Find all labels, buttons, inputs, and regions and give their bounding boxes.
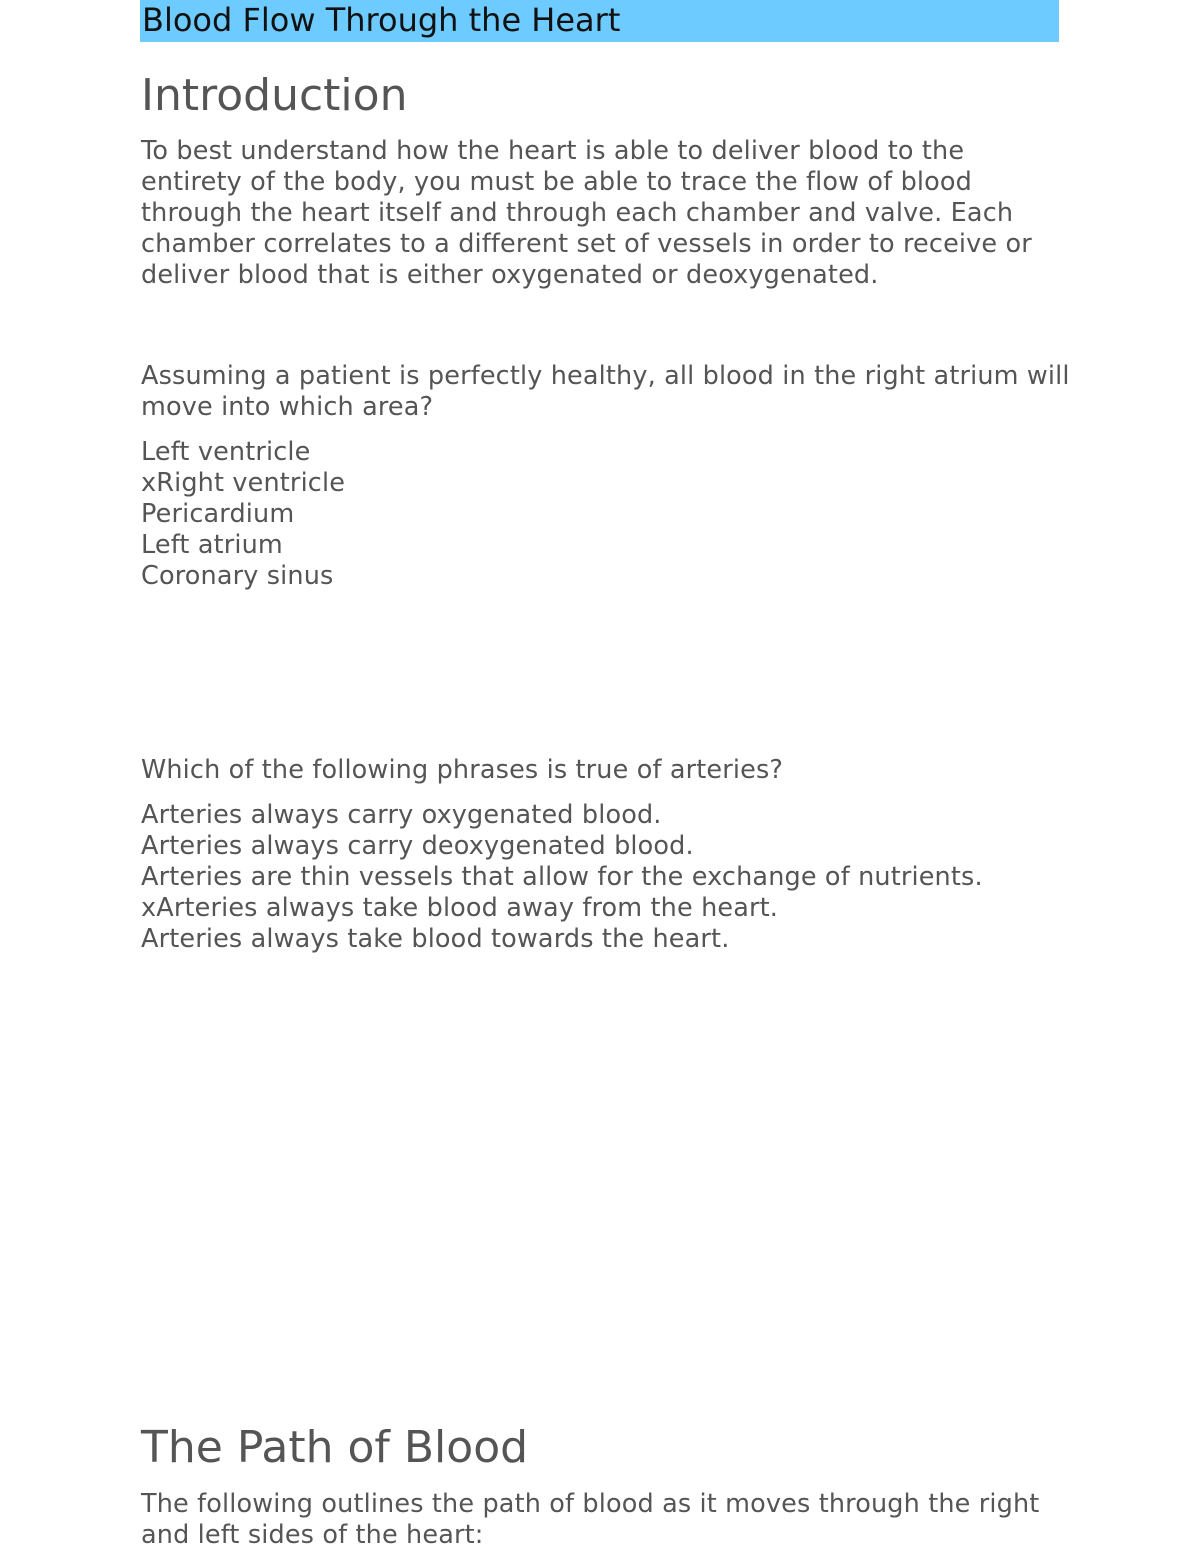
path-of-blood-paragraph: The following outlines the path of blood as it moves through the right and left sides of the heart: xyxy=(141,1489,1040,1550)
question1-option: Coronary sinus xyxy=(141,561,334,591)
question2-option: xArteries always take blood away from the heart. xyxy=(141,893,779,923)
question1-prompt: Assuming a patient is perfectly healthy, all blood in the right atrium will move into which area? xyxy=(141,361,1070,422)
question1-option: Pericardium xyxy=(141,499,295,529)
question1-option: Left ventricle xyxy=(141,437,311,467)
introduction-paragraph: To best understand how the heart is able to deliver blood to the entirety of the body, you must be able to trace the flow of blood through the heart itself and through each chamber and valve. Each chamber correlates to a different set of vessels in order to receive or deliver blood that is either oxygenated or deoxygenated. xyxy=(141,136,1032,290)
path-of-blood-heading: The Path of Blood xyxy=(141,1422,529,1473)
question2-option: Arteries are thin vessels that allow for the exchange of nutrients. xyxy=(141,862,983,892)
question2-prompt: Which of the following phrases is true of arteries? xyxy=(141,755,784,785)
question2-option: Arteries always carry oxygenated blood. xyxy=(141,800,662,830)
question1-options xyxy=(141,437,345,592)
introduction-heading: Introduction xyxy=(141,70,408,121)
question2-options xyxy=(141,800,983,955)
question2-option: Arteries always take blood towards the heart. xyxy=(141,924,730,954)
question1-option: Left atrium xyxy=(141,530,283,560)
document-title: Blood Flow Through the Heart xyxy=(142,1,621,39)
question1-option: xRight ventricle xyxy=(141,468,346,498)
question2-option: Arteries always carry deoxygenated blood. xyxy=(141,831,694,861)
